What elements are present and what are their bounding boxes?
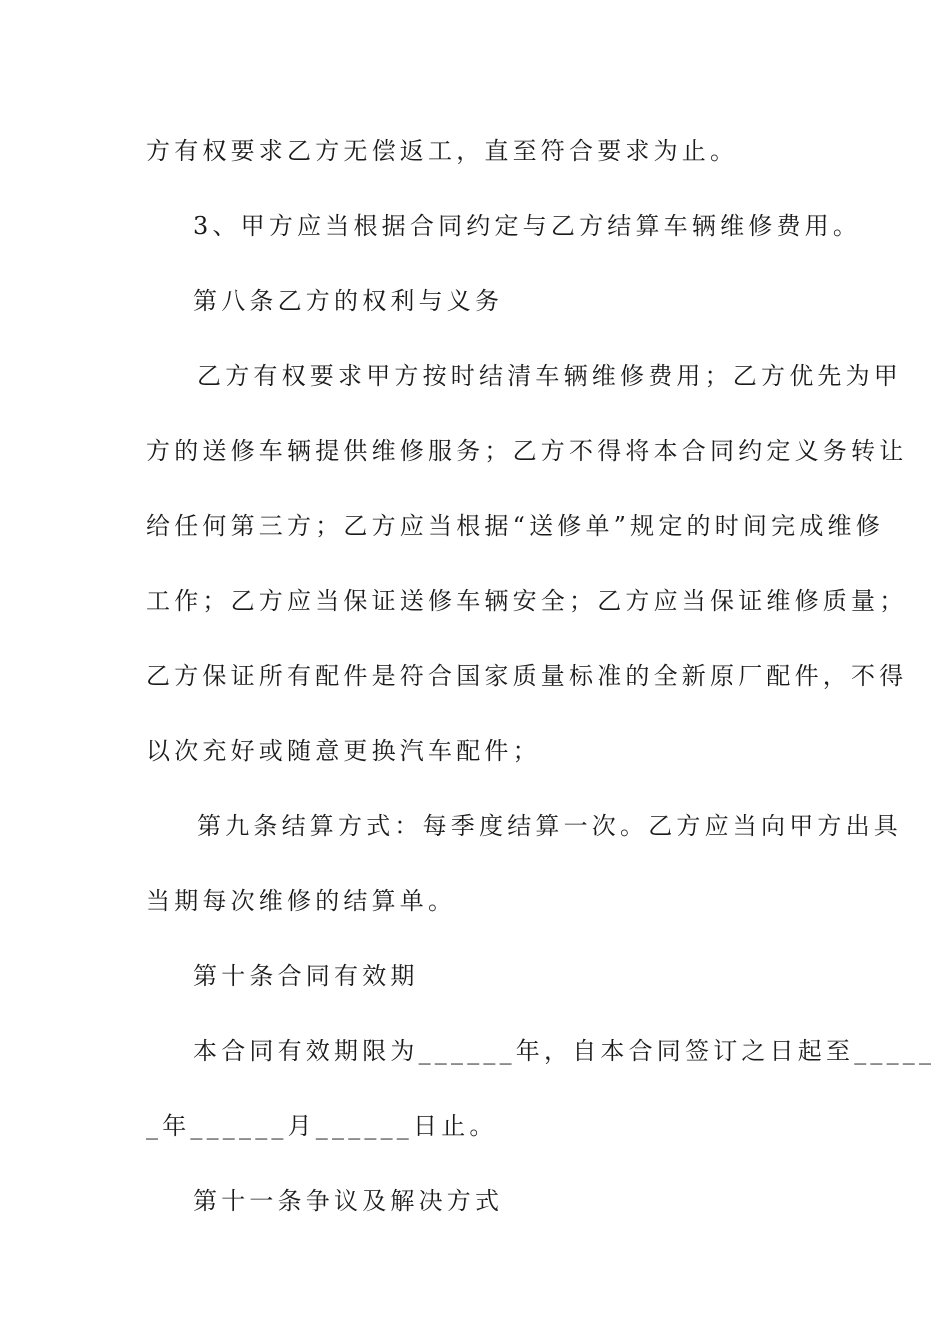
text-line: 本合同有效期限为______年，自本合同签订之日起至_____ <box>193 1037 936 1065</box>
text-line: 3、甲方应当根据合同约定与乙方结算车辆维修费用。 <box>193 212 862 240</box>
section-heading: 第八条乙方的权利与义务 <box>193 287 504 315</box>
text-line: _年______月______日止。 <box>146 1112 498 1140</box>
text-line: 第九条结算方式：每季度结算一次。乙方应当向甲方出具 <box>197 812 902 840</box>
text-line: 乙方有权要求甲方按时结清车辆维修费用；乙方优先为甲 <box>197 362 902 390</box>
section-heading: 第十一条争议及解决方式 <box>193 1187 504 1215</box>
text-line: 工作；乙方应当保证送修车辆安全；乙方应当保证维修质量； <box>146 587 908 615</box>
text-line: 乙方保证所有配件是符合国家质量标准的全新原厂配件，不得 <box>146 662 908 690</box>
text-line: 当期每次维修的结算单。 <box>146 887 457 915</box>
section-heading: 第十条合同有效期 <box>193 962 419 990</box>
text-line: 方的送修车辆提供维修服务；乙方不得将本合同约定义务转让 <box>146 437 908 465</box>
text-line: 方有权要求乙方无偿返工，直至符合要求为止。 <box>146 137 739 165</box>
text-line: 以次充好或随意更换汽车配件； <box>146 737 541 765</box>
text-line: 给任何第三方；乙方应当根据“送修单”规定的时间完成维修 <box>146 512 884 540</box>
